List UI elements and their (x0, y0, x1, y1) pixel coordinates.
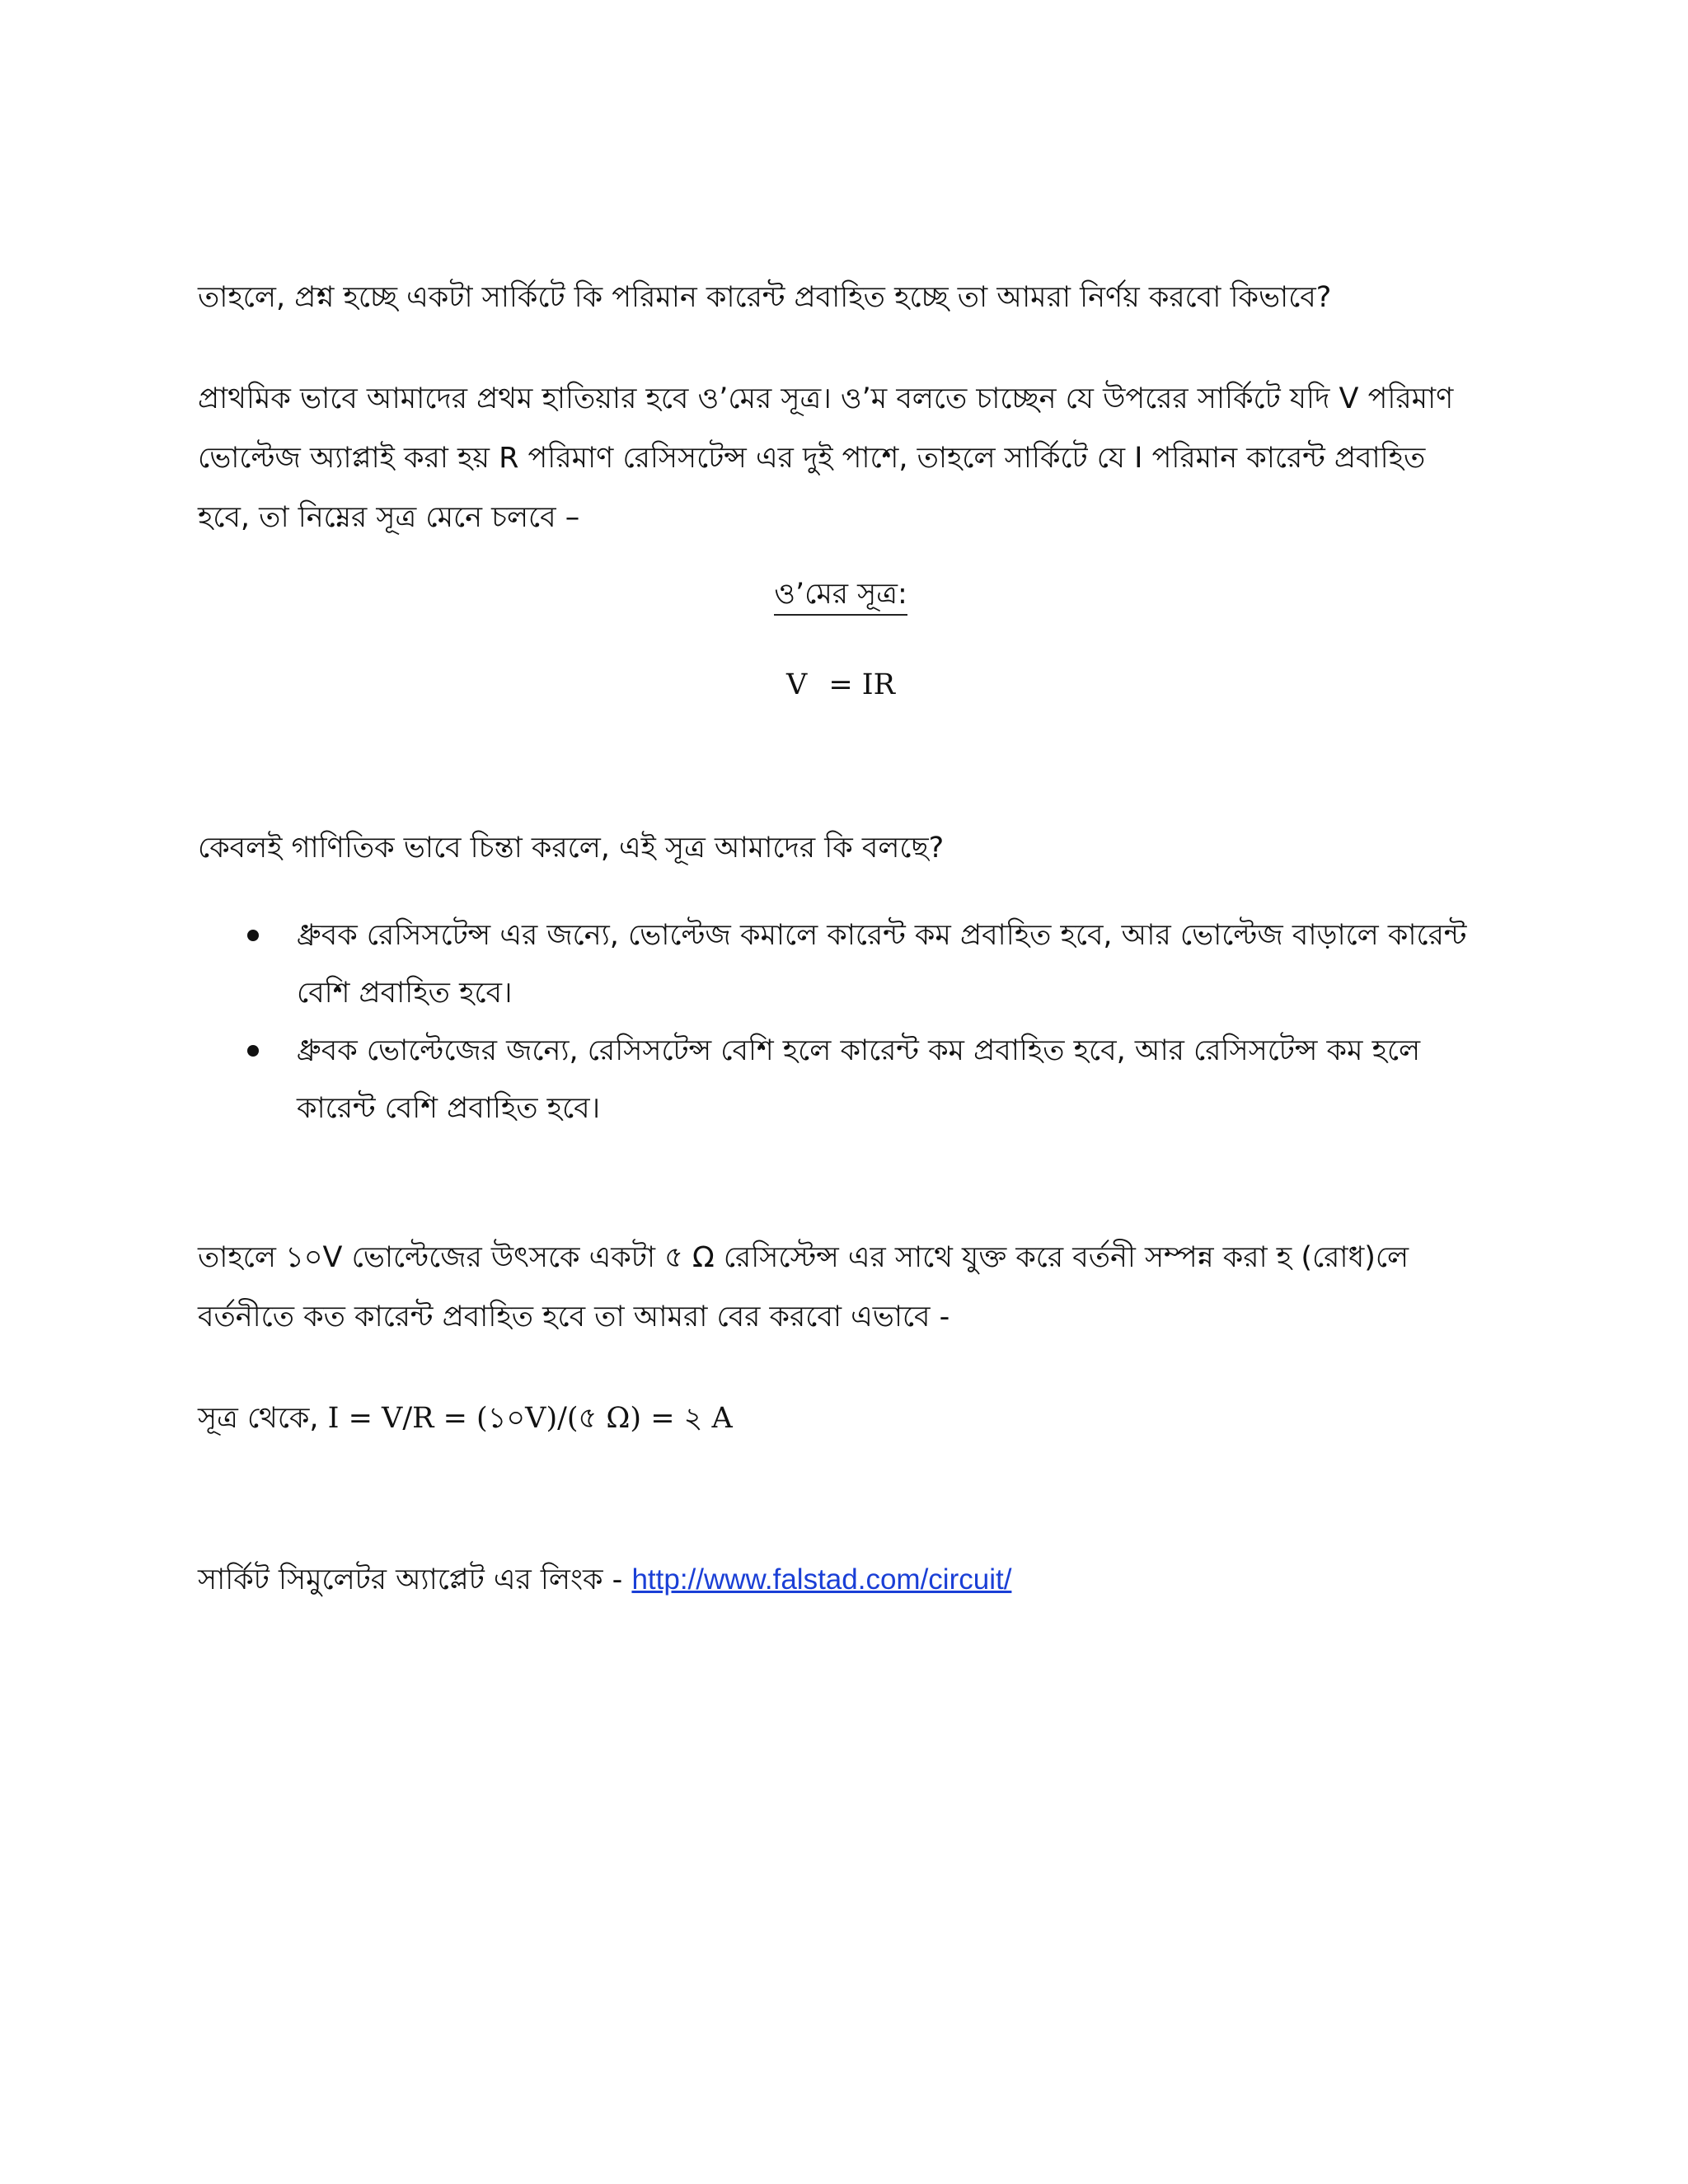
bullet-text: ধ্রুবক রেসিসটেন্স এর জন্যে, ভোল্টেজ কমালে কারেন্ট কম প্রবাহিত হবে, আর ভোল্টেজ বাড়ালে কারেন্ট বেশি প্রবাহিত হবে। (297, 919, 1467, 1010)
link-line (198, 1562, 1484, 1599)
calculation-prefix: সূত্র থেকে, (198, 1402, 319, 1435)
math-question-paragraph: কেবলই গাণিতিক ভাবে চিন্তা করলে, এই সূত্র আমাদের কি বলছে? (198, 832, 945, 865)
formula-heading-text: ও’মের সূত্র: (774, 578, 907, 616)
example-paragraph: তাহলে ১০V ভোল্টেজের উৎসকে একটা ৫ Ω রেসিস্টেন্স এর সাথে যুক্ত করে বর্তনী সম্পন্ন করা হ (রোধ)লে বর্তনীতে কত কারেন্ট প্রবাহিত হবে তা আমরা বের করবো এভাবে - (198, 1241, 1409, 1333)
formula-rhs: = IR (828, 668, 895, 701)
link-prefix: সার্কিট সিমুলেটর অ্যাপ্লেট এর লিংক - (198, 1563, 623, 1596)
calculation-line (198, 1401, 1484, 1437)
intro-paragraph: প্রাথমিক ভাবে আমাদের প্রথম হাতিয়ার হবে ও’মের সূত্র। ও’ম বলতে চাচ্ছেন যে উপরের সার্কিটে যদি V পরিমাণ ভোল্টেজ অ্যাপ্লাই করা হয় R পরিমাণ রেসিসটেন্স এর দুই পাশে, তাহলে সার্কিটে যে I পরিমান কারেন্ট প্রবাহিত হবে, তা নিম্নের সূত্র মেনে চলবে – (198, 382, 1454, 534)
bullet-list (198, 907, 1484, 1137)
falstad-link[interactable]: http://www.falstad.com/circuit/ (631, 1563, 1012, 1596)
list-item (198, 907, 1484, 1022)
bullet-text: ধ্রুবক ভোল্টেজের জন্যে, রেসিসটেন্স বেশি হলে কারেন্ট কম প্রবাহিত হবে, আর রেসিসটেন্স কম হলে কারেন্ট বেশি প্রবাহিত হবে। (297, 1034, 1421, 1125)
list-item (198, 1022, 1484, 1137)
formula-heading (198, 577, 1484, 613)
ohms-law-formula (198, 668, 1484, 704)
bullet-icon (247, 930, 259, 941)
formula-lhs: V (786, 668, 808, 701)
question-paragraph: তাহলে, প্রশ্ন হচ্ছে একটা সার্কিটে কি পরিমান কারেন্ট প্রবাহিত হচ্ছে তা আমরা নির্ণয় করবো কিভাবে? (198, 281, 1332, 314)
bullet-icon (247, 1045, 259, 1057)
calculation-expression: I = V/R = (১০V)/(৫ Ω) = ২ A (327, 1402, 733, 1435)
